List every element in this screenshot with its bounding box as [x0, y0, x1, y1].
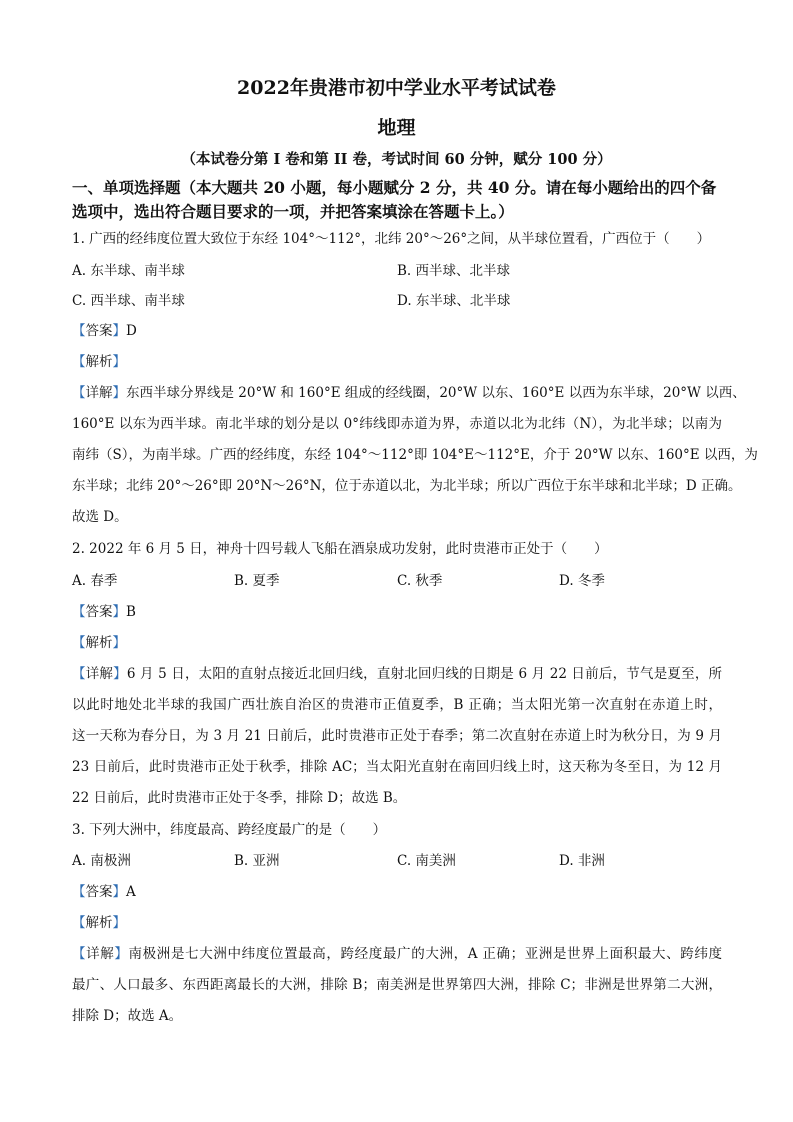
question-3-detail-line: 最广、人口最多、东西距离最长的大洲，排除 B；南美洲是世界第四大洲，排除 C；非洲是世界第二大洲，: [72, 977, 722, 993]
exam-note: （本试卷分第 I 卷和第 II 卷，考试时间 60 分钟，赋分 100 分）: [181, 151, 612, 168]
question-3-option-d: D. 非洲: [559, 853, 605, 869]
question-2-option-b: B. 夏季: [234, 573, 280, 589]
question-3-analysis-label: 【解析】: [72, 915, 126, 931]
question-1-stem: 1. 广西的经纬度位置大致位于东经 104°～112°，北纬 20°～26°之间，从半球位置看，广西位于（ ）: [72, 231, 711, 247]
question-3-option-b: B. 亚洲: [234, 853, 280, 869]
section-heading-line2: 选项中，选出符合题目要求的一项，并把答案填涂在答题卡上。）: [72, 202, 514, 221]
question-1-detail-line: 故选 D。: [72, 509, 128, 525]
question-1-option-b: B. 西半球、北半球: [397, 263, 511, 279]
question-2-option-a: A. 春季: [72, 573, 118, 589]
question-2-analysis-label: 【解析】: [72, 635, 126, 651]
question-3-answer: 【答案】A: [72, 884, 136, 900]
question-1-detail-line: 160°E 以东为西半球。南北半球的划分是以 0°纬线即赤道为界，赤道以北为北纬（N），为北半球；以南为: [72, 416, 722, 432]
question-3-detail-line: 排除 D；故选 A。: [72, 1008, 183, 1024]
question-1-detail-line: 【详解】东西半球分界线是 20°W 和 160°E 组成的经线圈，20°W 以东、160°E 以西为东半球，20°W 以西、: [72, 385, 746, 401]
question-2-detail-line: 23 日前后，此时贵港市正处于秋季，排除 AC；当太阳光直射在南回归线上时，这天称为冬至日，为 12 月: [72, 759, 722, 775]
question-2-detail-line: 22 日前后，此时贵港市正处于冬季，排除 D；故选 B。: [72, 790, 407, 806]
question-2-detail-line: 以此时地处北半球的我国广西壮族自治区的贵港市正值夏季，B 正确；当太阳光第一次直射在赤道上时，: [72, 697, 722, 713]
question-2-detail-line: 这一天称为春分日，为 3 月 21 日前后，此时贵港市正处于春季；第二次直射在赤道上时为秋分日，为 9 月: [72, 728, 722, 744]
question-1-analysis-label: 【解析】: [72, 354, 126, 370]
exam-title: 2022年贵港市初中学业水平考试试卷: [237, 77, 556, 99]
question-1-option-a: A. 东半球、南半球: [72, 263, 185, 279]
question-1-option-d: D. 东半球、北半球: [397, 293, 511, 309]
question-3-option-a: A. 南极洲: [72, 853, 131, 869]
question-2-answer: 【答案】B: [72, 604, 136, 620]
question-2-detail-line: 【详解】6 月 5 日，太阳的直射点接近北回归线，直射北回归线的日期是 6 月 22 日前后，节气是夏至，所: [72, 666, 723, 682]
question-2-option-c: C. 秋季: [397, 573, 443, 589]
section-heading-line1: 一、单项选择题（本大题共 20 小题，每小题赋分 2 分，共 40 分。请在每小题给出的四个备: [72, 178, 717, 197]
question-3-stem: 3. 下列大洲中，纬度最高、跨经度最广的是（ ）: [72, 822, 387, 838]
question-1-answer: 【答案】D: [72, 323, 137, 339]
question-1-detail-line: 东半球；北纬 20°～26°即 20°N～26°N，位于赤道以北，为北半球；所以广西位于东半球和北半球；D 正确。: [72, 478, 742, 494]
question-1-option-c: C. 西半球、南半球: [72, 293, 185, 309]
question-2-stem: 2. 2022 年 6 月 5 日，神舟十四号载人飞船在酒泉成功发射，此时贵港市正处于（ ）: [72, 541, 608, 557]
question-3-option-c: C. 南美洲: [397, 853, 456, 869]
question-3-detail-line: 【详解】南极洲是七大洲中纬度位置最高，跨经度最广的大洲，A 正确；亚洲是世界上面积最大、跨纬度: [72, 946, 723, 962]
question-2-option-d: D. 冬季: [559, 573, 605, 589]
subject-title: 地理: [377, 117, 416, 139]
question-1-detail-line: 南纬（S），为南半球。广西的经纬度，东经 104°～112°即 104°E～112°E，介于 20°W 以东、160°E 以西，为: [72, 447, 758, 463]
